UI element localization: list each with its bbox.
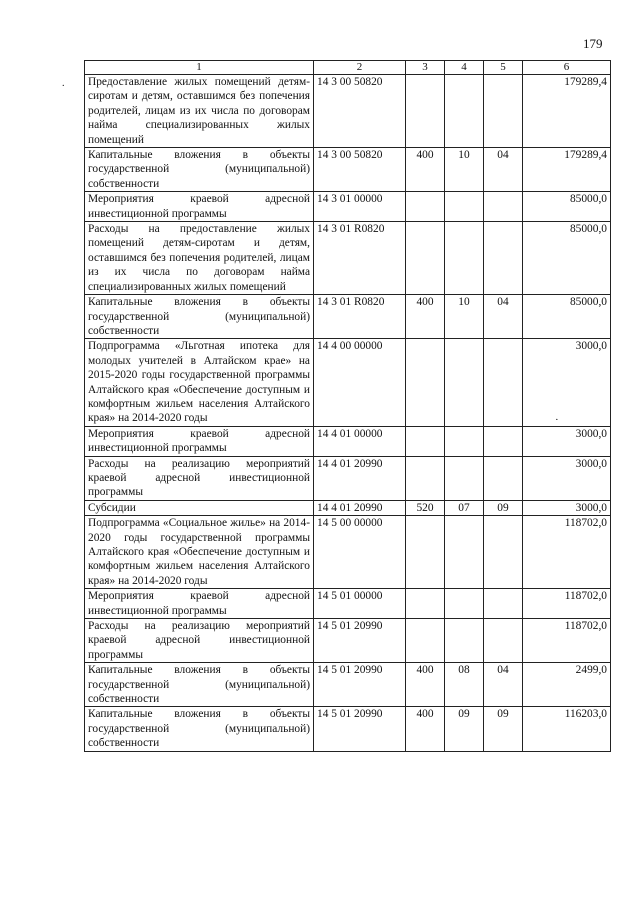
table-row [85, 663, 611, 707]
row-col5-cell: 09 [484, 500, 523, 515]
row-name-cell: Мероприятия краевой адресной инвестиционной программы [85, 192, 314, 222]
row-col3-cell [406, 456, 445, 500]
row-code-cell: 14 4 01 20990 [314, 500, 406, 515]
row-code-cell: 14 3 01 00000 [314, 192, 406, 222]
row-code-cell: 14 3 01 R0820 [314, 295, 406, 339]
row-amount-cell: 118702,0 [523, 516, 611, 589]
row-amount-cell: 3000,0 [523, 339, 611, 426]
row-name-cell: Расходы на реализацию мероприятий краевой адресной инвестиционной программы [85, 456, 314, 500]
row-col5-cell [484, 589, 523, 619]
row-col4-cell [445, 426, 484, 456]
row-amount-cell: 85000,0 [523, 222, 611, 295]
row-code-cell: 14 5 01 20990 [314, 619, 406, 663]
header-col-3: 3 [406, 61, 445, 75]
row-col4-cell [445, 339, 484, 426]
row-col3-cell: 400 [406, 707, 445, 751]
row-col4-cell [445, 619, 484, 663]
table-row [85, 619, 611, 663]
row-col4-cell [445, 75, 484, 148]
table-row [85, 339, 611, 426]
header-col-6: 6 [523, 61, 611, 75]
header-col-5: 5 [484, 61, 523, 75]
row-col5-cell [484, 619, 523, 663]
row-col3-cell [406, 589, 445, 619]
row-col4-cell: 10 [445, 148, 484, 192]
row-name-cell: Субсидии [85, 500, 314, 515]
row-code-cell: 14 5 01 20990 [314, 663, 406, 707]
row-col3-cell [406, 222, 445, 295]
row-name-cell: Подпрограмма «Льготная ипотека для молодых учителей в Алтайском крае» на 2015-2020 годы государственной программы Алтайского края «Обеспечение доступным и комфортным жильем населения Алтайского края» на 2014-2020 годы [85, 339, 314, 426]
header-col-4: 4 [445, 61, 484, 75]
table-row [85, 295, 611, 339]
row-name-cell: Расходы на предоставление жилых помещений детям-сиротам и детям, оставшимся без попечения родителей, лицам из их числа по договорам найма специализированных жилых помещений [85, 222, 314, 295]
row-name-cell: Капитальные вложения в объекты государственной (муниципальной) собственности [85, 707, 314, 751]
table-row [85, 222, 611, 295]
row-col5-cell: 04 [484, 295, 523, 339]
row-amount-cell: 3000,0 [523, 426, 611, 456]
row-col4-cell [445, 222, 484, 295]
row-name-cell: Капитальные вложения в объекты государственной (муниципальной) собственности [85, 295, 314, 339]
row-col4-cell [445, 192, 484, 222]
row-amount-cell: 116203,0 [523, 707, 611, 751]
row-col5-cell [484, 222, 523, 295]
stray-mark: · [555, 414, 559, 426]
row-col3-cell [406, 75, 445, 148]
row-code-cell: 14 4 01 00000 [314, 426, 406, 456]
header-col-1: 1 [85, 61, 314, 75]
row-col3-cell [406, 339, 445, 426]
row-amount-cell: 118702,0 [523, 619, 611, 663]
row-name-cell: Подпрограмма «Социальное жилье» на 2014-2020 годы государственной программы Алтайского края «Обеспечение доступным и комфортным жильем населения Алтайского края» на 2014-2020 годы [85, 516, 314, 589]
header-row [85, 61, 611, 75]
table-row [85, 192, 611, 222]
table-row [85, 589, 611, 619]
margin-mark: . [62, 78, 65, 89]
row-code-cell: 14 4 01 20990 [314, 456, 406, 500]
row-col5-cell: 09 [484, 707, 523, 751]
table-row [85, 148, 611, 192]
row-col3-cell: 400 [406, 295, 445, 339]
row-col5-cell: 04 [484, 663, 523, 707]
row-name-cell: Мероприятия краевой адресной инвестиционной программы [85, 589, 314, 619]
row-col3-cell [406, 426, 445, 456]
row-col3-cell: 520 [406, 500, 445, 515]
row-col3-cell [406, 516, 445, 589]
row-name-cell: Мероприятия краевой адресной инвестиционной программы [85, 426, 314, 456]
row-name-cell: Капитальные вложения в объекты государственной (муниципальной) собственности [85, 148, 314, 192]
row-name-cell: Капитальные вложения в объекты государственной (муниципальной) собственности [85, 663, 314, 707]
header-col-2: 2 [314, 61, 406, 75]
row-amount-cell: 3000,0 [523, 456, 611, 500]
table-row [85, 75, 611, 148]
row-col4-cell: 09 [445, 707, 484, 751]
table-row [85, 456, 611, 500]
row-col5-cell [484, 456, 523, 500]
row-amount-cell: 3000,0 [523, 500, 611, 515]
row-col3-cell: 400 [406, 148, 445, 192]
row-col3-cell: 400 [406, 663, 445, 707]
row-amount-cell: 118702,0 [523, 589, 611, 619]
row-code-cell: 14 5 01 20990 [314, 707, 406, 751]
row-amount-cell: 179289,4 [523, 75, 611, 148]
row-col3-cell [406, 192, 445, 222]
row-col4-cell: 07 [445, 500, 484, 515]
row-amount-cell: 85000,0 [523, 192, 611, 222]
page-number: 179 [583, 36, 603, 51]
row-col5-cell [484, 339, 523, 426]
row-code-cell: 14 3 01 R0820 [314, 222, 406, 295]
row-col5-cell [484, 426, 523, 456]
table-row [85, 426, 611, 456]
row-col4-cell: 08 [445, 663, 484, 707]
row-col5-cell [484, 192, 523, 222]
row-name-cell: Предоставление жилых помещений детям-сиротам и детям, оставшимся без попечения родителей, лицам из их числа по договорам найма специализированных жилых помещений [85, 75, 314, 148]
row-code-cell: 14 5 01 00000 [314, 589, 406, 619]
table-row [85, 707, 611, 751]
table-row [85, 500, 611, 515]
row-code-cell: 14 3 00 50820 [314, 75, 406, 148]
row-amount-cell: 179289,4 [523, 148, 611, 192]
table-row [85, 516, 611, 589]
row-name-cell: Расходы на реализацию мероприятий краевой адресной инвестиционной программы [85, 619, 314, 663]
row-code-cell: 14 4 00 00000 [314, 339, 406, 426]
row-col5-cell [484, 516, 523, 589]
row-col3-cell [406, 619, 445, 663]
row-col4-cell [445, 589, 484, 619]
row-col4-cell [445, 516, 484, 589]
row-col5-cell: 04 [484, 148, 523, 192]
row-col5-cell [484, 75, 523, 148]
row-code-cell: 14 3 00 50820 [314, 148, 406, 192]
row-amount-cell: 85000,0 [523, 295, 611, 339]
row-amount-cell: 2499,0 [523, 663, 611, 707]
row-col4-cell [445, 456, 484, 500]
budget-table [84, 60, 611, 752]
row-col4-cell: 10 [445, 295, 484, 339]
row-code-cell: 14 5 00 00000 [314, 516, 406, 589]
